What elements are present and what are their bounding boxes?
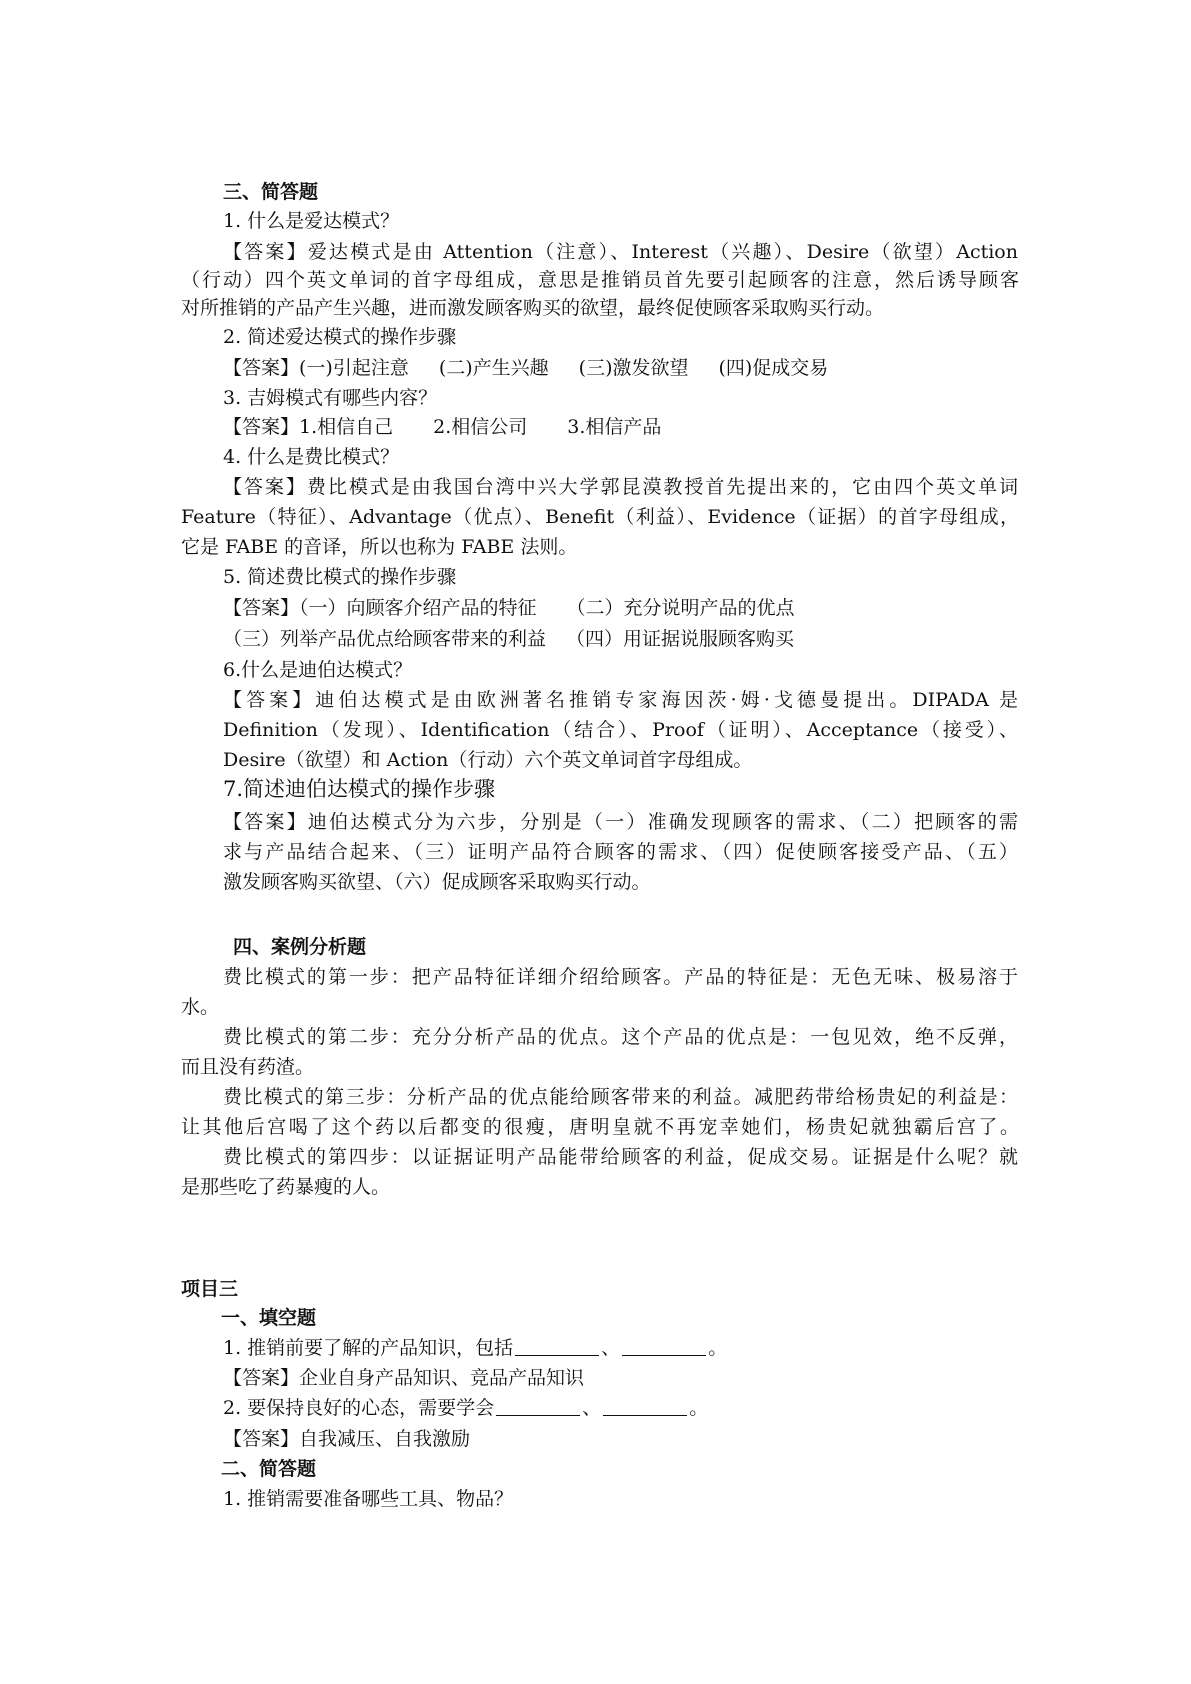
question: 1. 什么是爱达模式？: [223, 210, 400, 232]
answer-part: 【答案】(一)引起注意: [223, 357, 409, 379]
punctuation: 。: [689, 1397, 709, 1419]
answer-line: 【答案】迪伯达模式是由欧洲著名推销专家海因茨·姆·戈德曼提出。DIPADA 是: [223, 689, 1018, 711]
answer-part: （二）充分说明产品的优点: [566, 597, 795, 619]
fill-blank: [603, 1397, 687, 1416]
section-heading: 三、简答题: [223, 181, 319, 203]
answer-line: 激发顾客购买欲望、（六）促成顾客采取购买行动。: [223, 871, 651, 893]
question: 5. 简述费比模式的操作步骤: [223, 566, 457, 588]
paragraph-line: 费比模式的第四步：以证据证明产品能带给顾客的利益，促成交易。证据是什么呢？就: [223, 1146, 1018, 1168]
answer-line: 求与产品结合起来、（三）证明产品符合顾客的需求、（四）促使顾客接受产品、（五）: [223, 841, 1018, 863]
section-heading: 二、简答题: [221, 1458, 317, 1480]
question: 3. 吉姆模式有哪些内容？: [223, 387, 438, 409]
fill-question: [223, 1336, 1061, 1360]
answer-line: [223, 356, 1061, 380]
fill-blank: [622, 1337, 706, 1356]
answer-part: 【答案】1.相信自己: [223, 416, 394, 438]
answer-line: 对所推销的产品产生兴趣，进而激发顾客购买的欲望，最终促使顾客采取购买行动。: [181, 297, 885, 319]
answer-line: 【答案】爱达模式是由 Attention（注意）、Interest（兴趣）、Desire（欲望）Action: [223, 241, 1018, 263]
question: 1. 推销需要准备哪些工具、物品？: [223, 1488, 514, 1510]
answer-line: 【答案】迪伯达模式分为六步，分别是（一）准确发现顾客的需求、（二）把顾客的需: [223, 811, 1018, 833]
answer-line: [223, 596, 1061, 620]
question: 2. 简述爱达模式的操作步骤: [223, 326, 457, 348]
answer-part: 2.相信公司: [433, 416, 528, 438]
fill-blank: [496, 1397, 580, 1416]
answer-part: (三)激发欲望: [578, 357, 689, 379]
answer-part: 【答案】（一）向顾客介绍产品的特征: [223, 597, 537, 619]
fill-question: [223, 1396, 1061, 1420]
question: 4. 什么是费比模式？: [223, 446, 400, 468]
answer-line: [223, 415, 1061, 439]
paragraph-line: 让其他后宫喝了这个药以后都变的很瘦，唐明皇就不再宠幸她们，杨贵妃就独霸后宫了。: [181, 1116, 1019, 1138]
paragraph-line: 费比模式的第三步：分析产品的优点能给顾客带来的利益。减肥药带给杨贵妃的利益是：: [223, 1086, 1018, 1108]
question: 6.什么是迪伯达模式？: [223, 659, 413, 681]
answer-line: 【答案】费比模式是由我国台湾中兴大学郭昆漠教授首先提出来的，它由四个英文单词: [223, 476, 1018, 498]
paragraph-line: 水。: [181, 996, 220, 1018]
fill-blank: [515, 1337, 599, 1356]
answer-part: (二)产生兴趣: [438, 357, 549, 379]
punctuation: 。: [708, 1337, 728, 1359]
answer-line: [223, 627, 1061, 651]
section-heading: 一、填空题: [221, 1307, 317, 1329]
paragraph-line: 是那些吃了药暴瘦的人。: [181, 1176, 391, 1198]
answer-line: Desire（欲望）和 Action（行动）六个英文单词首字母组成。: [223, 749, 753, 771]
answer-part: （三）列举产品优点给顾客带来的利益: [223, 628, 547, 650]
answer-line: Feature（特征）、Advantage（优点）、Benefit（利益）、Evidence（证据）的首字母组成，: [181, 506, 1019, 528]
paragraph-line: 费比模式的第二步：充分分析产品的优点。这个产品的优点是：一包见效，绝不反弹，: [223, 1026, 1018, 1048]
project-title: 项目三: [181, 1278, 239, 1300]
answer-part: 3.相信产品: [567, 416, 662, 438]
separator: 、: [582, 1397, 602, 1419]
answer-line: 【答案】企业自身产品知识、竞品产品知识: [223, 1367, 585, 1389]
question-text: 2. 要保持良好的心态，需要学会: [223, 1397, 495, 1419]
section-heading: 四、案例分析题: [233, 936, 367, 958]
question: 7.简述迪伯达模式的操作步骤: [223, 777, 496, 801]
answer-part: (四)促成交易: [718, 357, 829, 379]
answer-part: （四）用证据说服顾客购买: [566, 628, 795, 650]
answer-line: 它是 FABE 的音译，所以也称为 FABE 法则。: [181, 536, 578, 558]
paragraph-line: 而且没有药渣。: [181, 1056, 315, 1078]
question-text: 1. 推销前要了解的产品知识，包括: [223, 1337, 514, 1359]
separator: 、: [601, 1337, 621, 1359]
paragraph-line: 费比模式的第一步：把产品特征详细介绍给顾客。产品的特征是：无色无味、极易溶于: [223, 966, 1018, 988]
answer-line: （行动）四个英文单词的首字母组成，意思是推销员首先要引起顾客的注意，然后诱导顾客: [181, 269, 1019, 291]
answer-line: 【答案】自我减压、自我激励: [223, 1428, 471, 1450]
answer-line: Definition（发现）、Identification（结合）、Proof（证明）、Acceptance（接受）、: [223, 719, 1018, 741]
